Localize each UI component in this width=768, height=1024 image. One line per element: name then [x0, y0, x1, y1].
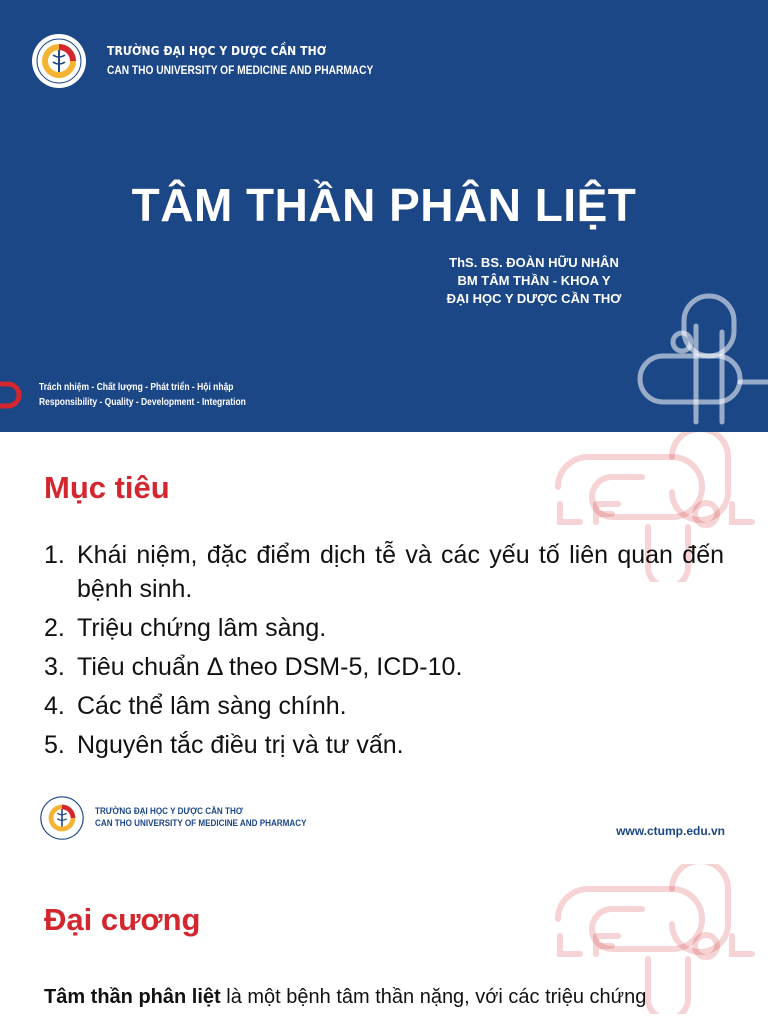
overview-paragraph: [44, 982, 726, 1012]
title-slide: [0, 0, 768, 432]
motto-en: Responsibility - Quality - Development - Integration: [39, 397, 246, 408]
item-number: 1.: [44, 541, 65, 569]
footer-university-en: CAN THO UNIVERSITY OF MEDICINE AND PHARMACY: [95, 818, 307, 828]
objectives-heading: Mục tiêu: [44, 470, 170, 505]
decorative-pattern-icon: [630, 292, 768, 432]
item-text: Triệu chứng lâm sàng.: [77, 614, 327, 642]
paragraph-term: Tâm thần phân liệt: [44, 986, 221, 1008]
item-number: 3.: [44, 653, 65, 681]
author-institution: ĐẠI HỌC Y DƯỢC CẦN THƠ: [446, 291, 622, 306]
author-department: BM TÂM THẦN - KHOA Y: [457, 273, 611, 288]
overview-heading: Đại cương: [44, 902, 201, 937]
item-text: Các thể lâm sàng chính.: [77, 692, 347, 720]
university-logo-icon: [31, 33, 87, 89]
list-item: [44, 650, 724, 684]
item-number: 5.: [44, 731, 65, 759]
item-number: 4.: [44, 692, 65, 720]
item-text: Tiêu chuẩn Δ theo DSM-5, ICD-10.: [77, 653, 463, 681]
overview-slide: [0, 844, 768, 1024]
slide-title: TÂM THẦN PHÂN LIỆT: [131, 179, 637, 231]
item-text: Khái niệm, đặc điểm dịch tễ và các yếu tố liên quan đến bệnh sinh.: [77, 541, 724, 603]
objectives-list: [44, 538, 724, 767]
objectives-slide: [0, 432, 768, 844]
author-name: ThS. BS. ĐOÀN HỮU NHÂN: [449, 255, 619, 270]
footer-university-vn: TRƯỜNG ĐẠI HỌC Y DƯỢC CẦN THƠ: [95, 806, 243, 816]
university-name-vn: TRƯỜNG ĐẠI HỌC Y DƯỢC CẦN THƠ: [107, 44, 327, 58]
university-name-en: CAN THO UNIVERSITY OF MEDICINE AND PHARMACY: [107, 63, 374, 77]
university-logo-icon: [40, 796, 84, 840]
list-item: [44, 538, 724, 606]
website-link[interactable]: www.ctump.edu.vn: [616, 824, 725, 838]
red-bracket-icon: [0, 381, 26, 409]
item-number: 2.: [44, 614, 65, 642]
paragraph-text: là một bệnh tâm thần nặng, với các triệu chứng: [220, 986, 647, 1008]
list-item: [44, 689, 724, 723]
list-item: [44, 728, 724, 762]
motto-vn: Trách nhiệm - Chất lượng - Phát triển - Hội nhập: [39, 382, 234, 393]
item-text: Nguyên tắc điều trị và tư vấn.: [77, 731, 404, 759]
list-item: [44, 611, 724, 645]
